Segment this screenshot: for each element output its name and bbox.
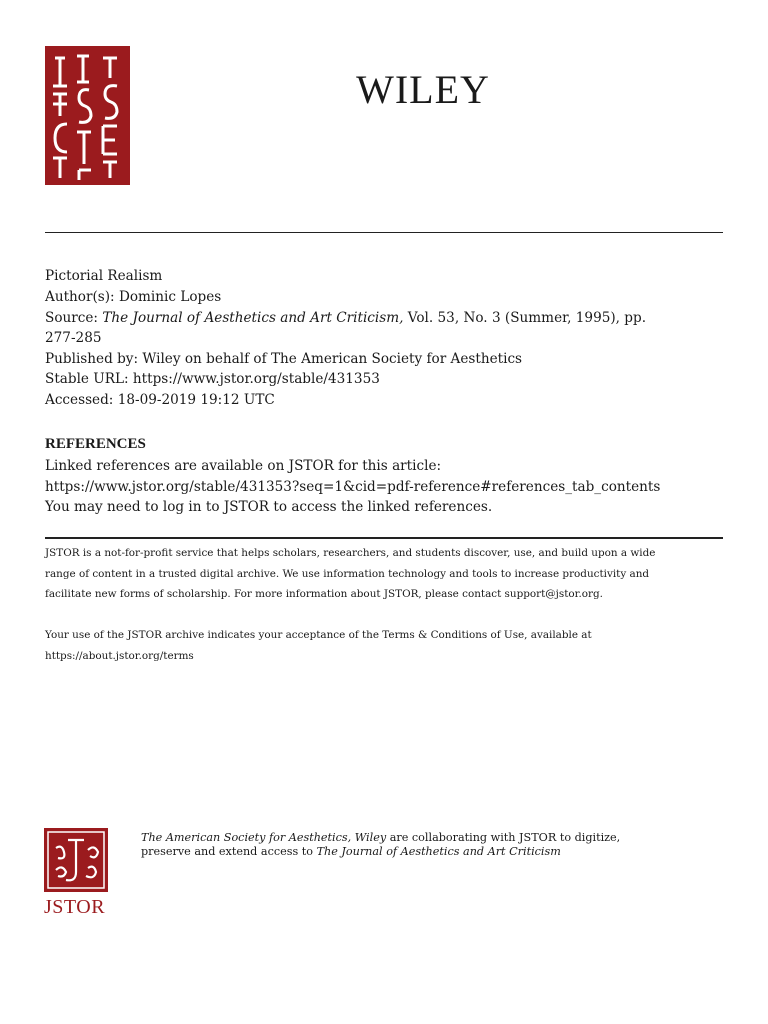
top-divider — [45, 232, 723, 233]
publisher-wordmark: WILEY — [356, 67, 490, 112]
pages-line: 277-285 — [45, 330, 102, 347]
article-title: Pictorial Realism — [45, 268, 163, 284]
published-by-line: Published by: Wiley on behalf of The American Society for Aesthetics — [45, 350, 523, 367]
source-line — [45, 308, 725, 329]
bottom-divider — [45, 537, 723, 539]
accessed-line: Accessed: 18-09-2019 19:12 UTC — [45, 391, 275, 408]
article-metadata — [45, 287, 725, 411]
authors-line: Author(s): Dominic Lopes — [45, 289, 222, 305]
jstor-notice — [45, 543, 725, 605]
collab-text: are collaborating with JSTOR to digitize, — [386, 831, 621, 844]
collab-text-2: preserve and extend access to — [141, 845, 317, 858]
source-label: Source: — [45, 309, 103, 326]
source-journal: The Journal of Aesthetics and Art Criticism, — [102, 309, 404, 326]
stable-url-link[interactable]: Stable URL: https://www.jstor.org/stable/431353 — [45, 371, 380, 388]
references-text — [45, 456, 660, 518]
collab-journal: The Journal of Aesthetics and Art Criticism — [316, 845, 561, 858]
jstor-notice-line: JSTOR is a not-for-profit service that helps scholars, researchers, and students discover, use, and build upon a wide — [45, 547, 656, 559]
collab-line-1 — [141, 831, 721, 845]
source-details: Vol. 53, No. 3 (Summer, 1995), pp. — [403, 309, 647, 326]
references-url-link[interactable]: https://www.jstor.org/stable/431353?seq=1&cid=pdf-reference#references_tab_contents — [45, 478, 661, 495]
terms-notice — [45, 625, 725, 666]
collaboration-statement — [141, 831, 721, 859]
jstor-emblem-icon — [44, 828, 108, 892]
collab-line-2 — [141, 845, 721, 859]
references-heading: REFERENCES — [45, 436, 146, 452]
references-intro: Linked references are available on JSTOR for this article: — [45, 458, 442, 474]
jstor-notice-line: range of content in a trusted digital archive. We use information technology and tools to increase productivity and — [45, 567, 650, 580]
jstor-wordmark: JSTOR — [44, 896, 106, 918]
terms-url-link[interactable]: https://about.jstor.org/terms — [45, 649, 194, 662]
references-login-note: You may need to log in to JSTOR to access the linked references. — [45, 499, 493, 516]
terms-notice-line: Your use of the JSTOR archive indicates your acceptance of the Terms & Conditions of Use, available at — [45, 629, 592, 641]
jstor-notice-line: facilitate new forms of scholarship. For more information about JSTOR, please contact support@jstor.org. — [45, 588, 603, 601]
collab-partners: The American Society for Aesthetics, Wiley — [141, 831, 387, 844]
